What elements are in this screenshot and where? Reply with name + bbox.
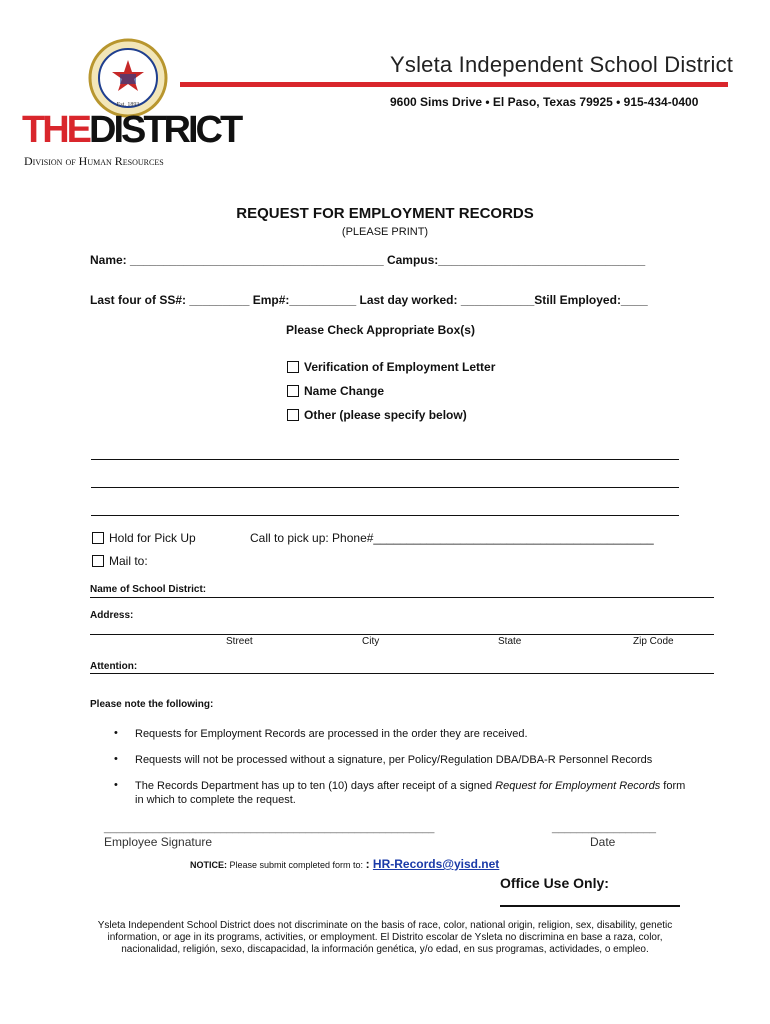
zip-caption: Zip Code (633, 636, 674, 647)
mail-label: Mail to: (109, 554, 148, 568)
call-phone-line[interactable]: Call to pick up: Phone#__________________________________________ (250, 531, 654, 545)
office-use-line (500, 905, 680, 907)
employee-signature-label: Employee Signature (104, 835, 213, 849)
checkbox-mail-to[interactable] (92, 555, 104, 567)
notice-line (190, 857, 499, 871)
the-district-logo (22, 110, 240, 150)
school-district-line[interactable] (90, 597, 714, 598)
option-verification[interactable] (287, 360, 495, 374)
address-line[interactable] (90, 634, 714, 635)
division-text: Division of Human Resources (24, 154, 164, 168)
state-caption: State (498, 636, 522, 647)
form-subtitle: (PLEASE PRINT) (341, 226, 429, 238)
notes-heading: Please note the following: (90, 699, 214, 710)
district-address: 9600 Sims Drive • El Paso, Texas 79925 • 915-434-0400 (390, 95, 699, 109)
district-name: Ysleta Independent School District (390, 52, 734, 77)
checkbox-name-change[interactable] (287, 385, 299, 397)
note-text: Requests for Employment Records are processed in the order they are received. (135, 728, 528, 740)
check-prompt: Please Check Appropriate Box(s) (286, 323, 475, 337)
bullet: • (114, 779, 118, 791)
school-district-label: Name of School District: (90, 584, 207, 595)
specify-line-3[interactable] (91, 515, 679, 516)
specify-line-2[interactable] (91, 487, 679, 488)
option-name-change[interactable] (287, 384, 384, 398)
division-label (24, 154, 164, 169)
district-seal (88, 38, 168, 118)
name-campus-line[interactable]: Name: ______________________________________ Campus:_______________________________ (90, 253, 646, 267)
notice-label: NOTICE: (190, 860, 227, 870)
city-caption: City (362, 636, 380, 647)
office-use-label: Office Use Only: (500, 875, 609, 891)
checkbox-other[interactable] (287, 409, 299, 421)
nondiscrimination-statement: Ysleta Independent School District does not discriminate on the basis of race, color, national origin, religion, sex, disability, genetic information, or age in its programs, activities, or employment. El Distrito escolar de Ysleta no discrimina en base a raza, color, nacionalidad, religión, sexo, discapacidad, la información genética, y/o edad, en sus programas, actividades, o empleo. (97, 920, 673, 955)
date-line[interactable]: _________________ (552, 822, 657, 834)
hr-records-email-link[interactable]: HR-Records@yisd.net (372, 857, 500, 871)
note-text (135, 779, 695, 807)
hold-for-pickup-option[interactable] (92, 531, 196, 545)
option-label: Verification of Employment Letter (304, 360, 496, 374)
street-caption: Street (226, 636, 253, 647)
signature-line[interactable]: ______________________________________________________ (104, 822, 435, 834)
bullet: • (114, 753, 118, 765)
attention-label: Attention: (90, 661, 138, 672)
checkbox-verification[interactable] (287, 361, 299, 373)
seal-text: Est. 1893 (116, 102, 140, 108)
note-text-part: The Records Department has up to ten (10) days after receipt of a signed (135, 780, 496, 792)
logo-district: DISTRICT (89, 109, 241, 151)
bullet: • (114, 727, 118, 739)
note-text-part: form in which to complete the request. (135, 780, 686, 806)
option-other[interactable] (287, 408, 467, 422)
option-label: Name Change (304, 384, 385, 398)
attention-line[interactable] (90, 673, 714, 674)
header-red-rule (180, 82, 728, 87)
checkbox-hold-pickup[interactable] (92, 532, 104, 544)
option-label: Other (please specify below) (304, 408, 467, 422)
hold-label: Hold for Pick Up (109, 531, 196, 545)
mail-to-option[interactable] (92, 554, 148, 568)
logo-the: THE (22, 109, 89, 151)
form-title: REQUEST FOR EMPLOYMENT RECORDS (236, 205, 534, 222)
address-label: Address: (90, 610, 134, 621)
note-text-italic: Request for Employment Records (495, 780, 661, 792)
notice-text: Please submit completed form to: (227, 860, 366, 870)
notice-colon: : (365, 857, 373, 871)
ss-emp-line[interactable]: Last four of SS#: _________ Emp#:__________ Last day worked: ___________Still Employed:____ (90, 293, 648, 307)
note-text: Requests will not be processed without a signature, per Policy/Regulation DBA/DBA-R Personnel Records (135, 754, 653, 766)
date-label: Date (590, 835, 616, 849)
specify-line-1[interactable] (91, 459, 679, 460)
